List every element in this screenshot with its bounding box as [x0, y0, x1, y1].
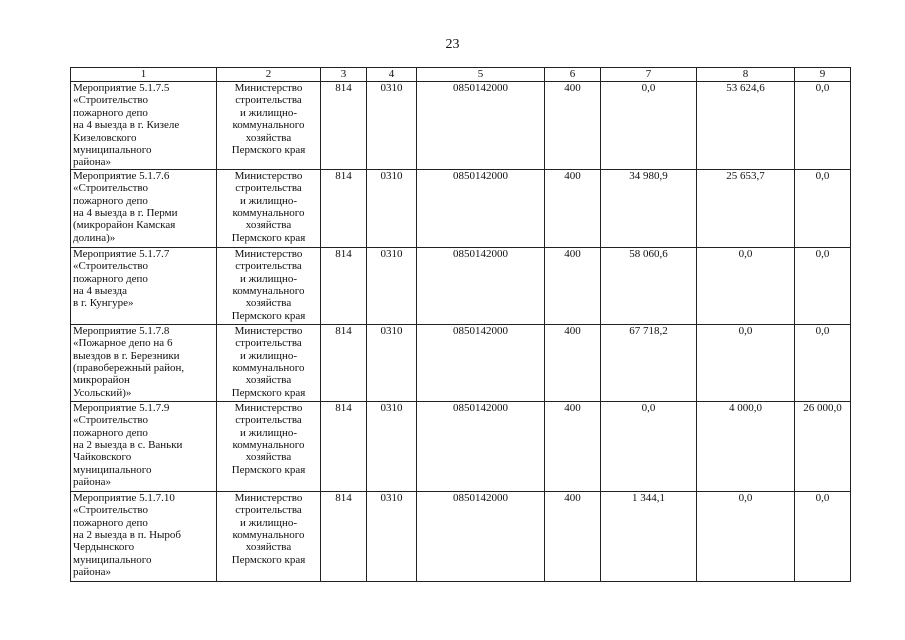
amount-cell: 34 980,9: [601, 169, 697, 247]
code-cell: 0310: [367, 82, 417, 170]
executor-cell: Министерство строительства и жилищно- коммунального хозяйства Пермского края: [217, 82, 321, 170]
table-row: [71, 324, 851, 401]
activity-name-cell: Мероприятие 5.1.7.10 «Строительство пожарного депо на 2 выезда в п. Ныроб Чердынского муниципального района»: [71, 491, 217, 581]
executor-cell: Министерство строительства и жилищно- коммунального хозяйства Пермского края: [217, 401, 321, 491]
column-header: 2: [217, 68, 321, 82]
column-header: 7: [601, 68, 697, 82]
code-cell: 0310: [367, 401, 417, 491]
code-cell: 0850142000: [417, 169, 545, 247]
amount-cell: 0,0: [795, 247, 851, 324]
column-header: 3: [321, 68, 367, 82]
code-cell: 400: [545, 324, 601, 401]
column-header: 5: [417, 68, 545, 82]
code-cell: 0850142000: [417, 82, 545, 170]
activity-name-cell: Мероприятие 5.1.7.7 «Строительство пожарного депо на 4 выезда в г. Кунгуре»: [71, 247, 217, 324]
code-cell: 814: [321, 82, 367, 170]
code-cell: 0850142000: [417, 324, 545, 401]
amount-cell: 0,0: [601, 401, 697, 491]
amount-cell: 0,0: [697, 491, 795, 581]
table-row: [71, 247, 851, 324]
amount-cell: 0,0: [697, 324, 795, 401]
amount-cell: 53 624,6: [697, 82, 795, 170]
column-header: 1: [71, 68, 217, 82]
column-header: 9: [795, 68, 851, 82]
executor-cell: Министерство строительства и жилищно- коммунального хозяйства Пермского края: [217, 247, 321, 324]
amount-cell: 0,0: [795, 82, 851, 170]
activity-name-cell: Мероприятие 5.1.7.5 «Строительство пожарного депо на 4 выезда в г. Кизеле Кизеловского муниципального района»: [71, 82, 217, 170]
executor-cell: Министерство строительства и жилищно- коммунального хозяйства Пермского края: [217, 324, 321, 401]
activity-name-cell: Мероприятие 5.1.7.8 «Пожарное депо на 6 выездов в г. Березники (правобережный район, микрорайон Усольский)»: [71, 324, 217, 401]
activity-name-cell: Мероприятие 5.1.7.6 «Строительство пожарного депо на 4 выезда в г. Перми (микрорайон Камская долина)»: [71, 169, 217, 247]
column-header: 4: [367, 68, 417, 82]
code-cell: 814: [321, 247, 367, 324]
table-row: [71, 491, 851, 581]
code-cell: 400: [545, 491, 601, 581]
column-header: 6: [545, 68, 601, 82]
code-cell: 814: [321, 491, 367, 581]
code-cell: 0850142000: [417, 491, 545, 581]
code-cell: 0310: [367, 247, 417, 324]
code-cell: 814: [321, 324, 367, 401]
header-row: [71, 68, 851, 82]
code-cell: 400: [545, 82, 601, 170]
table-row: [71, 82, 851, 170]
code-cell: 0310: [367, 324, 417, 401]
table-row: [71, 401, 851, 491]
column-header: 8: [697, 68, 795, 82]
amount-cell: 67 718,2: [601, 324, 697, 401]
code-cell: 0310: [367, 169, 417, 247]
code-cell: 400: [545, 169, 601, 247]
amount-cell: 0,0: [601, 82, 697, 170]
amount-cell: 0,0: [795, 169, 851, 247]
code-cell: 814: [321, 169, 367, 247]
code-cell: 0850142000: [417, 401, 545, 491]
amount-cell: 0,0: [697, 247, 795, 324]
code-cell: 814: [321, 401, 367, 491]
amount-cell: 25 653,7: [697, 169, 795, 247]
code-cell: 0850142000: [417, 247, 545, 324]
table-row: [71, 169, 851, 247]
amount-cell: 1 344,1: [601, 491, 697, 581]
executor-cell: Министерство строительства и жилищно- коммунального хозяйства Пермского края: [217, 169, 321, 247]
amount-cell: 0,0: [795, 324, 851, 401]
amount-cell: 26 000,0: [795, 401, 851, 491]
amount-cell: 4 000,0: [697, 401, 795, 491]
activity-name-cell: Мероприятие 5.1.7.9 «Строительство пожарного депо на 2 выезда в с. Ваньки Чайковского муниципального района»: [71, 401, 217, 491]
page-number: 23: [445, 37, 460, 52]
code-cell: 400: [545, 247, 601, 324]
amount-cell: 58 060,6: [601, 247, 697, 324]
budget-table: [70, 67, 851, 582]
amount-cell: 0,0: [795, 491, 851, 581]
code-cell: 0310: [367, 491, 417, 581]
code-cell: 400: [545, 401, 601, 491]
executor-cell: Министерство строительства и жилищно- коммунального хозяйства Пермского края: [217, 491, 321, 581]
